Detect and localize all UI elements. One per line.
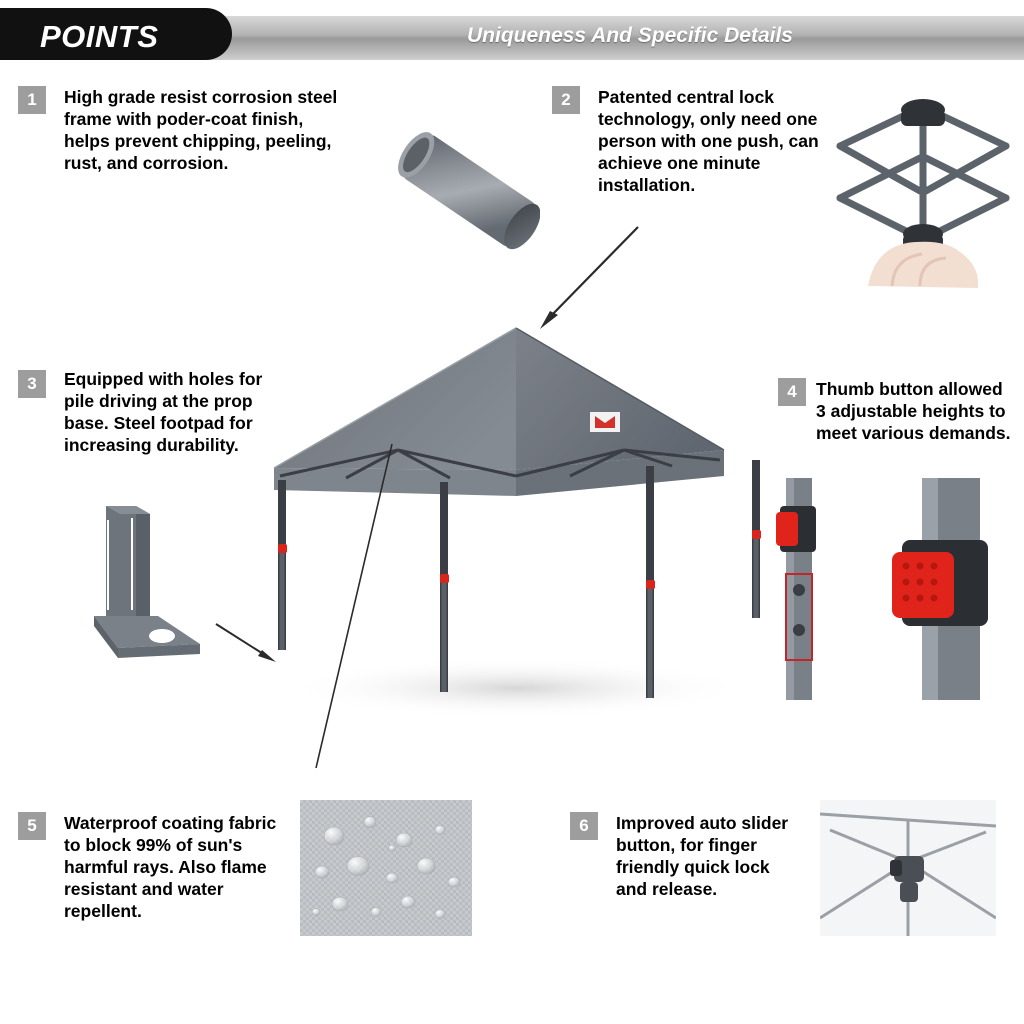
thumb-button-closeup-photo <box>884 478 1004 700</box>
badge-5: 5 <box>18 812 46 840</box>
badge-6: 6 <box>570 812 598 840</box>
header-tab <box>0 8 232 60</box>
product-logo <box>590 412 620 432</box>
point-4-text: Thumb button allowed 3 adjustable heights to meet various demands. <box>816 379 1011 443</box>
badge-4: 4 <box>778 378 806 406</box>
point-6-text: Improved auto slider button, for finger friendly quick lock and release. <box>616 813 789 899</box>
waterproof-fabric-photo <box>300 800 472 936</box>
auto-slider-photo <box>820 800 996 936</box>
badge-2: 2 <box>552 86 580 114</box>
thumb-button-photo <box>772 478 824 700</box>
header <box>0 8 1024 64</box>
steel-tube-photo <box>370 120 540 300</box>
page-title: Uniqueness And Specific Details <box>467 24 793 47</box>
point-3-text: Equipped with holes for pile driving at the prop base. Steel footpad for increasing durability. <box>64 369 263 455</box>
central-lock-photo <box>828 86 1018 291</box>
leader-line-to-point5 <box>300 438 420 778</box>
badge-3: 3 <box>18 370 46 398</box>
badge-1: 1 <box>18 86 46 114</box>
header-tab-label: POINTS <box>40 19 159 54</box>
steel-footpad-photo <box>88 498 218 670</box>
point-2-text: Patented central lock technology, only need one person with one push, can achieve one minute installation. <box>598 87 819 195</box>
point-1-text: High grade resist corrosion steel frame with poder-coat finish, helps prevent chipping, peeling, rust, and corrosion. <box>64 87 338 173</box>
point-5-text: Waterproof coating fabric to block 99% of sun's harmful rays. Also flame resistant and water repellent. <box>64 813 277 921</box>
